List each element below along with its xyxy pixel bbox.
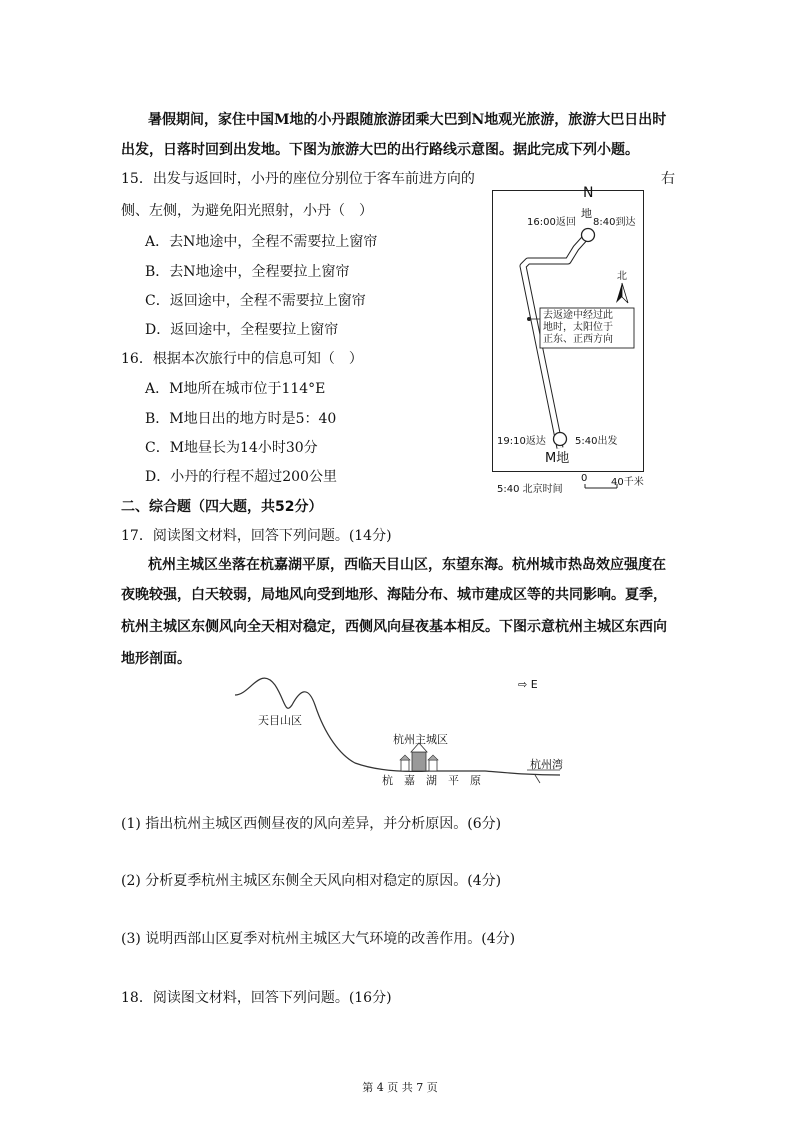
m-depart-time: 5:40出发 bbox=[575, 436, 618, 447]
q17-material-4: 地形剖面。 bbox=[121, 651, 191, 667]
q17-stem: 17．阅读图文材料，回答下列问题。(14分) bbox=[121, 528, 392, 544]
q17-sub-1: (1) 指出杭州主城区西侧昼夜的风向差异，并分析原因。(6分) bbox=[121, 816, 502, 832]
city-buildings-icon bbox=[400, 743, 438, 771]
q17-material-3: 杭州主城区东侧风向全天相对稳定，西侧风向昼夜基本相反。下图示意杭州主城区东西向 bbox=[121, 619, 667, 635]
q16-option-c: C．M地昼长为14小时30分 bbox=[145, 440, 318, 456]
m-label: M地 bbox=[545, 451, 570, 466]
n-return-time: 16:00返回 bbox=[527, 217, 576, 228]
q16-option-a: A．M地所在城市位于114°E bbox=[145, 381, 326, 397]
city-label: 杭州主城区 bbox=[393, 733, 448, 746]
east-direction-label: ⇨ E bbox=[518, 678, 538, 691]
q16-option-b: B．M地日出的地方时是5：40 bbox=[145, 411, 337, 427]
section-title: 二、综合题（四大题，共52分） bbox=[121, 499, 323, 515]
scale-km: 40千米 bbox=[611, 477, 644, 488]
intro-line-2: 出发，日落时回到出发地。下图为旅游大巴的出行路线示意图。据此完成下列小题。 bbox=[121, 142, 639, 158]
mountain-label: 天目山区 bbox=[258, 714, 302, 727]
time-note: 5:40 北京时间 bbox=[497, 484, 563, 495]
annotation-line-1: 去返途中经过此 bbox=[543, 310, 613, 321]
n-location-marker bbox=[582, 229, 595, 242]
q15-option-d: D．返回途中，全程要拉上窗帘 bbox=[145, 322, 339, 338]
q15-option-c: C．返回途中，全程不需要拉上窗帘 bbox=[145, 293, 366, 309]
n-label-suffix: 地 bbox=[581, 207, 592, 220]
q16-stem: 16．根据本次旅行中的信息可知（ ） bbox=[121, 351, 363, 367]
plain-label: 杭 嘉 湖 平 原 bbox=[382, 774, 481, 787]
intro-line-1: 暑假期间，家住中国M地的小丹跟随旅游团乘大巴到N地观光旅游，旅游大巴日出时 bbox=[148, 112, 667, 128]
north-label: 北 bbox=[617, 271, 627, 282]
q17-material-1: 杭州主城区坐落在杭嘉湖平原，西临天目山区，东望东海。杭州城市热岛效应强度在 bbox=[148, 557, 666, 573]
page-number: 第 4 页 共 7 页 bbox=[362, 1081, 438, 1094]
q15-stem-cont: 侧、左侧，为避免阳光照射，小丹（ ） bbox=[121, 203, 373, 219]
m-location-marker bbox=[554, 433, 567, 446]
n-label: N bbox=[583, 185, 594, 201]
q17-material-2: 夜晚较强，白天较弱，局地风向受到地形、海陆分布、城市建成区等的共同影响。夏季， bbox=[121, 587, 667, 603]
q18-stem: 18．阅读图文材料，回答下列问题。(16分) bbox=[121, 990, 392, 1006]
q15-option-b: B．去N地途中，全程要拉上窗帘 bbox=[145, 264, 350, 280]
q16-option-d: D．小丹的行程不超过200公里 bbox=[145, 469, 337, 485]
q17-sub-3: (3) 说明西部山区夏季对杭州主城区大气环境的改善作用。(4分) bbox=[121, 931, 516, 947]
north-arrow-icon bbox=[616, 283, 628, 303]
m-return-time: 19:10返达 bbox=[497, 436, 546, 447]
route-map bbox=[492, 185, 644, 472]
n-arrive-time: 8:40到达 bbox=[593, 217, 636, 228]
annotation-line-3: 正东、正西方向 bbox=[543, 334, 613, 345]
bay-label: 杭州湾 bbox=[530, 758, 563, 771]
annotation-line-2: 地时，太阳位于 bbox=[543, 322, 613, 333]
q15-stem-end: 右 bbox=[661, 171, 675, 187]
q17-sub-2: (2) 分析夏季杭州主城区东侧全天风向相对稳定的原因。(4分) bbox=[121, 873, 502, 889]
q15-option-a: A．去N地途中，全程不需要拉上窗帘 bbox=[145, 234, 378, 250]
q15-stem: 15．出发与返回时，小丹的座位分别位于客车前进方向的 bbox=[121, 171, 475, 187]
scale-zero: 0 bbox=[581, 473, 588, 484]
